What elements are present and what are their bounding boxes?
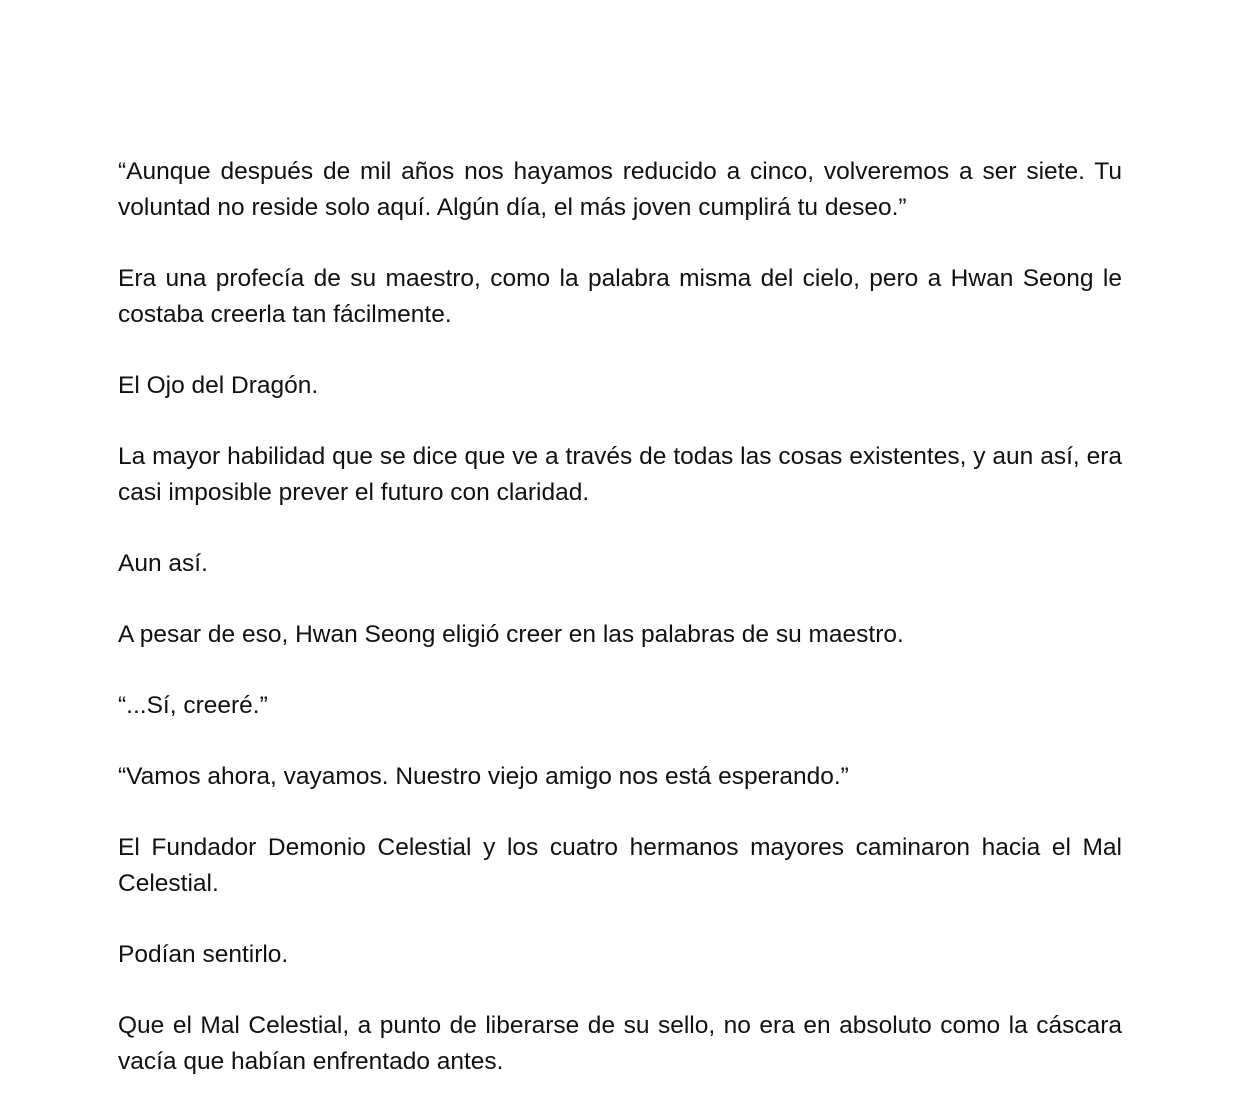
paragraph: Era una profecía de su maestro, como la palabra misma del cielo, pero a Hwan Seong le costaba creerla tan fácilmente. (118, 265, 1122, 328)
paragraph: Que el Mal Celestial, a punto de liberarse de su sello, no era en absoluto como la cáscara vacía que habían enfrentado antes. (118, 1012, 1122, 1075)
paragraph: La mayor habilidad que se dice que ve a través de todas las cosas existentes, y aun así, era casi imposible prever el futuro con claridad. (118, 443, 1122, 506)
paragraph: “...Sí, creeré.” (118, 692, 268, 719)
paragraph: El Ojo del Dragón. (118, 372, 319, 399)
paragraph: Podían sentirlo. (118, 941, 289, 968)
paragraph: “Vamos ahora, vayamos. Nuestro viejo amigo nos está esperando.” (118, 763, 849, 790)
paragraph: “Aunque después de mil años nos hayamos reducido a cinco, volveremos a ser siete. Tu voluntad no reside solo aquí. Algún día, el más joven cumplirá tu deseo.” (118, 158, 1122, 221)
paragraph: A pesar de eso, Hwan Seong eligió creer en las palabras de su maestro. (118, 621, 904, 648)
paragraph: El Fundador Demonio Celestial y los cuatro hermanos mayores caminaron hacia el Mal Celestial. (118, 834, 1122, 897)
paragraph: Aun así. (118, 550, 208, 577)
document-body (118, 154, 1122, 1115)
